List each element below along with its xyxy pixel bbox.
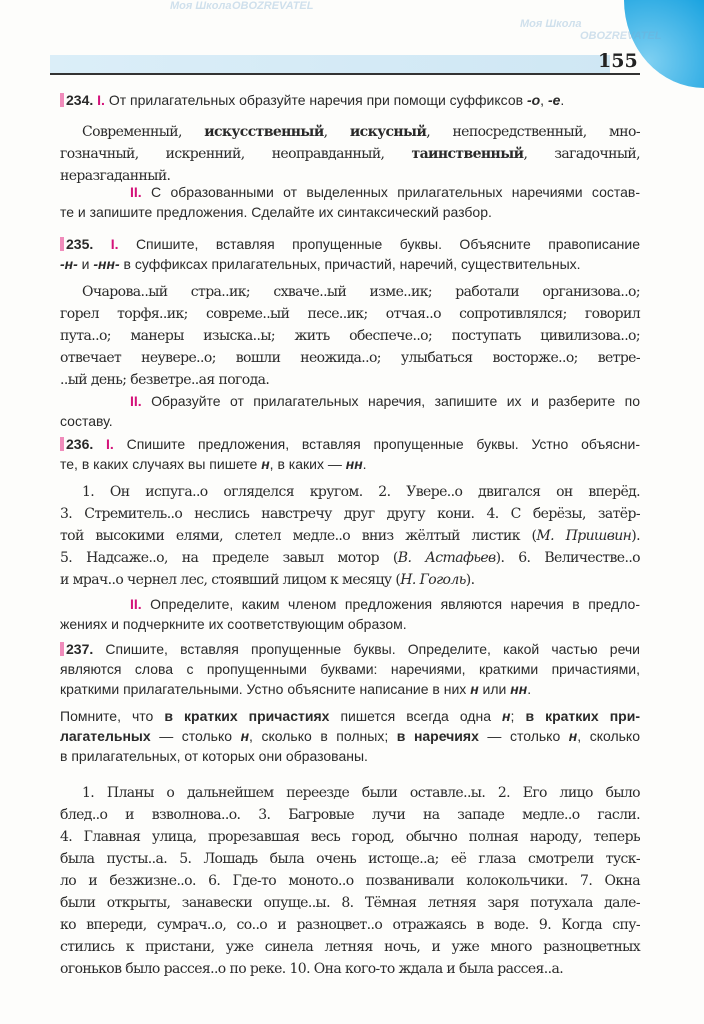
- text-segment: С образованными от выделенных прилагательных наречиями состав-: [151, 184, 641, 200]
- text-segment: — столько: [150, 728, 241, 744]
- text-segment: в прилагательных, от которых они образованы.: [60, 748, 368, 764]
- ex236-task2: [60, 594, 640, 634]
- ex235-task2: [60, 391, 640, 431]
- text-line: [60, 411, 640, 431]
- text-segment: горел торфя..ик; совреме..ый песе..ик; отчая..о сопротивлялся; говорил: [60, 306, 640, 322]
- text-line: [60, 569, 640, 591]
- text-segment: пишется всегда одна: [329, 708, 503, 724]
- text-segment: Н. Гоголь: [400, 572, 466, 588]
- text-segment: ).: [465, 572, 475, 588]
- text-segment: были открыты, занавески опуще..ы. 8. Тёмная летняя заря потухала дале-: [60, 895, 640, 911]
- text-segment: была пусты..а. 5. Лошадь была очень истоще..а; её глаза смотрели туск-: [60, 851, 640, 867]
- text-segment: -нн-: [93, 256, 120, 272]
- text-segment: огоньков было рассея..о по реке. 10. Она кого-то ждала и была рассея..а.: [60, 961, 564, 977]
- text-line: [60, 892, 640, 914]
- text-line: [60, 914, 640, 936]
- text-segment: таинственный: [411, 146, 524, 162]
- text-segment: Помните, что: [60, 708, 165, 724]
- text-segment: Современный,: [82, 124, 205, 140]
- text-segment: те, в каких случаях вы пишете: [60, 456, 262, 472]
- text-segment: 5. Надсаже..о, на пределе завыл мотор (: [60, 550, 398, 566]
- text-segment: н: [470, 681, 479, 697]
- text-line: [60, 848, 640, 870]
- text-segment: 3. Стремитель..о неслись навстречу друг другу кони. 4. С берёзы, затёр-: [60, 506, 640, 522]
- task-part-label: II.: [130, 393, 152, 409]
- exercise-marker: [60, 237, 64, 251]
- text-line: [60, 659, 640, 679]
- text-segment: -е: [547, 92, 561, 108]
- task-part-label: II.: [130, 184, 152, 200]
- header-rule: [50, 73, 640, 75]
- header-band: [50, 55, 610, 73]
- text-line: [60, 347, 640, 369]
- text-segment: .: [527, 681, 532, 697]
- text-line: [60, 325, 640, 347]
- task-part-label: I.: [110, 236, 136, 252]
- page-number: 155: [598, 50, 638, 72]
- text-line: [60, 804, 640, 826]
- text-segment: ). 6. Величестве..о: [495, 550, 640, 566]
- watermark: Моя Школа: [170, 0, 232, 12]
- text-segment: -н-: [60, 256, 78, 272]
- text-segment: искусственный: [204, 124, 324, 140]
- text-line: [60, 90, 640, 110]
- text-line: [60, 782, 640, 804]
- text-line: [60, 826, 640, 848]
- text-segment: в суффиксах прилагательных, причастий, наречий, существительных.: [119, 256, 581, 272]
- text-line: [60, 936, 640, 958]
- text-segment: н: [240, 728, 250, 744]
- ex235-words: [60, 281, 640, 391]
- ex237-task: [60, 639, 640, 699]
- text-segment: ,: [540, 92, 548, 108]
- text-segment: являются слова с пропущенными буквами: наречиями, краткими причастиями,: [60, 661, 640, 677]
- ex236-task1: [60, 434, 640, 474]
- text-segment: краткими прилагательными. Устно объясните написание в них: [60, 681, 471, 697]
- text-segment: -о: [526, 92, 541, 108]
- text-segment: , сколько в полных;: [249, 728, 397, 744]
- ex236-text: [60, 481, 640, 591]
- text-line: [60, 281, 640, 303]
- text-segment: , загадочный,: [523, 146, 640, 162]
- text-line: [60, 391, 640, 411]
- text-line: [60, 525, 640, 547]
- text-segment: 4. Главная улица, прорезавшая весь город, обычно полная народу, теперь: [60, 829, 640, 845]
- text-segment: ло и безжизне..о. 6. Где-то моното..о позванивали колокольчики. 7. Окна: [60, 873, 640, 889]
- text-segment: или: [478, 681, 511, 697]
- text-segment: те и запишите предложения. Сделайте их синтаксический разбор.: [60, 204, 492, 220]
- text-segment: и: [77, 256, 94, 272]
- text-line: [60, 679, 640, 699]
- text-segment: .: [560, 92, 565, 108]
- text-segment: .: [362, 456, 367, 472]
- text-segment: в кратких причастиях: [164, 708, 330, 724]
- text-line: [60, 254, 640, 274]
- text-segment: — столько: [478, 728, 569, 744]
- text-segment: , в каких —: [269, 456, 346, 472]
- text-segment: нн: [345, 456, 363, 472]
- text-segment: н: [568, 728, 578, 744]
- text-segment: 1. Он испуга..о огляделся кругом. 2. Увере..о двигался он вперёд.: [82, 484, 640, 500]
- text-segment: 1. Планы о дальнейшем переезде были оставле..ы. 2. Его лицо было: [82, 785, 640, 801]
- text-segment: От прилагательных образуйте наречия при помощи суффиксов: [108, 92, 527, 108]
- ex237-rule: [60, 706, 640, 766]
- ex234-words: [60, 121, 640, 187]
- text-line: [60, 202, 640, 222]
- text-line: [60, 746, 640, 766]
- text-segment: Образуйте от прилагательных наречия, запишите их и разберите по: [151, 393, 640, 409]
- text-segment: неразгаданный.: [60, 168, 171, 184]
- text-line: [60, 182, 640, 202]
- text-segment: блед..о и взволнова..о. 3. Багровые лучи на западе медле..о гасли.: [60, 807, 640, 823]
- exercise-number: 234.: [66, 92, 98, 108]
- text-segment: той высокими елями, слетел медле..о вниз жёлтый листик (: [60, 528, 537, 544]
- text-segment: отвечает неувере..о; вошли неожида..о; улыбаться восторже..о; ветре-: [60, 350, 640, 366]
- text-segment: М. Пришвин: [536, 528, 632, 544]
- text-segment: ,: [323, 124, 350, 140]
- text-segment: жениях и подчеркните их соответствующим образом.: [60, 616, 407, 632]
- text-line: [60, 369, 640, 391]
- text-segment: н: [502, 708, 511, 724]
- task-part-label: II.: [130, 596, 151, 612]
- text-line: [60, 958, 640, 980]
- text-segment: ..ый день; безветре..ая погода.: [60, 372, 270, 388]
- text-segment: и мрач..о чернел лес, стоявший лицом к месяцу (: [60, 572, 401, 588]
- exercise-marker: [60, 93, 64, 107]
- text-segment: ).: [631, 528, 640, 544]
- text-line: [60, 143, 640, 165]
- text-line: [60, 870, 640, 892]
- text-line: [60, 614, 640, 634]
- text-line: [60, 547, 640, 569]
- text-segment: нн: [510, 681, 528, 697]
- text-segment: лагательных: [60, 728, 151, 744]
- text-line: [60, 706, 640, 726]
- task-part-label: I.: [97, 92, 109, 108]
- text-segment: Спишите предложения, вставляя пропущенные буквы. Устно объясни-: [126, 436, 640, 452]
- text-segment: , сколько: [577, 728, 640, 744]
- text-segment: стились к пристани, уже синела летняя ночь, и уже много разноцветных: [60, 939, 640, 955]
- exercise-number: 236.: [66, 436, 107, 452]
- text-segment: ко впереди, сумрач..о, со..о и разноцвет..о отражаясь в воде. 9. Когда спу-: [60, 917, 640, 933]
- text-segment: в наречиях: [396, 728, 479, 744]
- text-segment: ;: [510, 708, 526, 724]
- text-line: [60, 726, 640, 746]
- text-segment: Очарова..ый стра..ик; схваче..ый изме..ик; работали организова..о;: [82, 284, 640, 300]
- text-line: [60, 303, 640, 325]
- text-line: [60, 234, 640, 254]
- text-line: [60, 594, 640, 614]
- text-segment: Спишите, вставляя пропущенные буквы. Определите, какой частью речи: [105, 641, 641, 657]
- text-line: [60, 454, 640, 474]
- watermark: OBOZREVATEL: [232, 0, 314, 12]
- text-segment: Определите, каким членом предложения являются наречия в предло-: [150, 596, 640, 612]
- exercise-number: 235.: [66, 236, 111, 252]
- ex237-text: [60, 782, 640, 980]
- text-segment: составу.: [60, 413, 113, 429]
- text-segment: пута..о; манеры изыска..ы; жить обеспече..о; поступать цивилизова..о;: [60, 328, 640, 344]
- text-line: [60, 503, 640, 525]
- text-line: [60, 434, 640, 454]
- ex234-task1: [60, 90, 640, 110]
- watermark: Моя Школа: [520, 18, 582, 30]
- exercise-marker: [60, 437, 64, 451]
- watermark: OBOZREVATEL: [580, 30, 662, 42]
- task-part-label: I.: [106, 436, 127, 452]
- text-segment: гозначный, искренний, неоправданный,: [60, 146, 412, 162]
- ex234-task2: [60, 182, 640, 222]
- text-line: [60, 481, 640, 503]
- text-segment: н: [261, 456, 270, 472]
- text-line: [60, 121, 640, 143]
- exercise-number: 237.: [66, 641, 106, 657]
- exercise-marker: [60, 642, 64, 656]
- ex235-task1: [60, 234, 640, 274]
- text-line: [60, 639, 640, 659]
- text-segment: В. Астафьев: [397, 550, 496, 566]
- text-segment: в кратких при-: [525, 708, 641, 724]
- text-segment: , непосредственный, мно-: [426, 124, 640, 140]
- text-segment: искусный: [349, 124, 427, 140]
- text-segment: Спишите, вставляя пропущенные буквы. Объясните правописание: [135, 236, 640, 252]
